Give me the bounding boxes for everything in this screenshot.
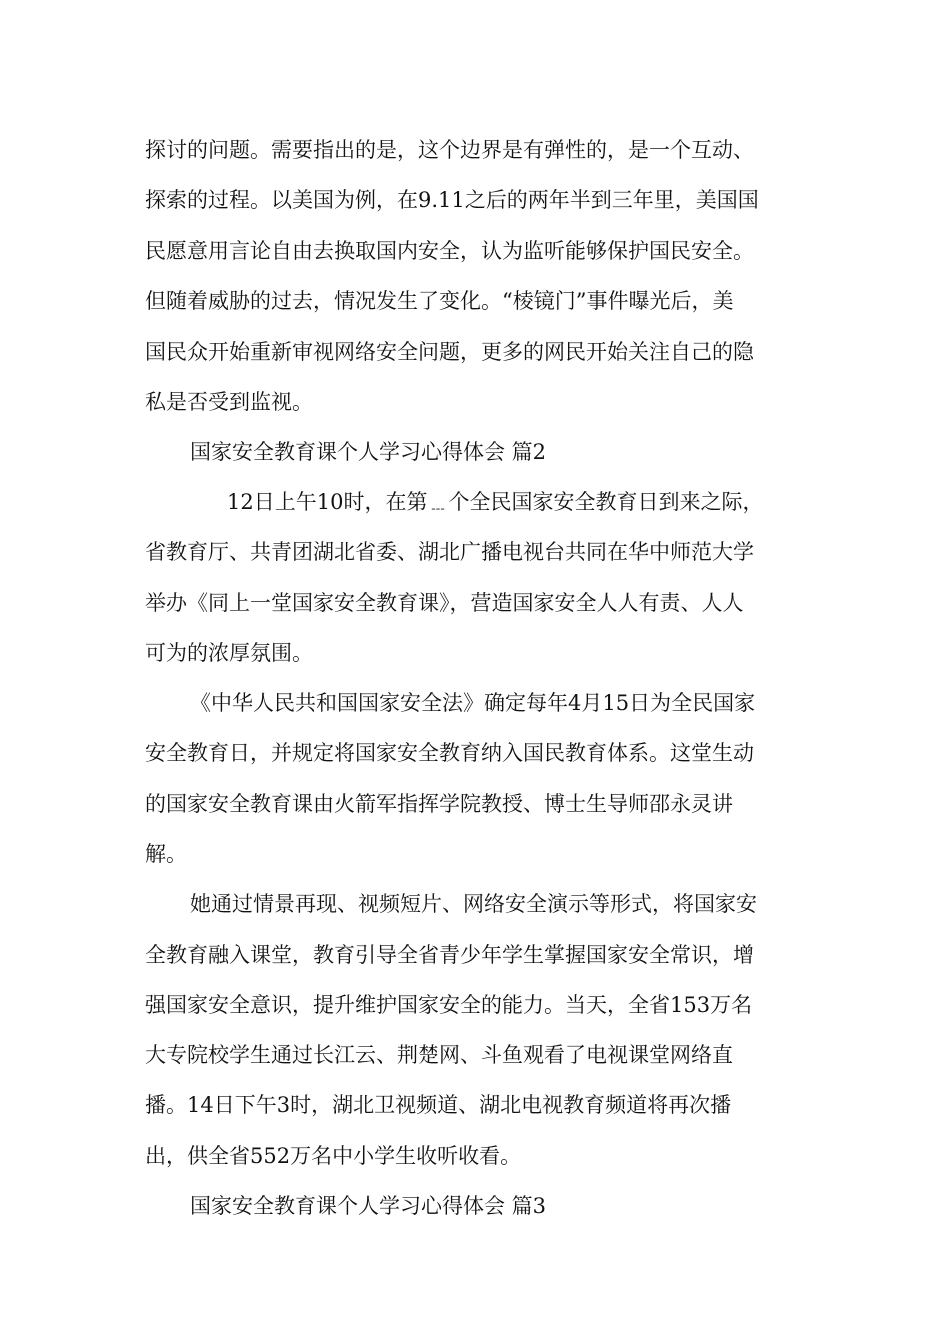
text-line: 她通过情景再现、视频短片、网络安全演示等形式，将国家安 (190, 892, 757, 916)
text-line: 但随着威胁的过去，情况发生了变化。“棱镜门”事件曝光后，美 (145, 289, 734, 313)
text-line: 解。 (145, 842, 187, 866)
section-heading: 国家安全教育课个人学习心得体会 篇3 (190, 1194, 547, 1218)
text-line: 《中华人民共和国国家安全法》确定每年4月15日为全民国家 (190, 691, 756, 715)
text-line: 播。14日下午3时，湖北卫视频道、湖北电视教育频道将再次播 (145, 1093, 732, 1117)
text-line: 大专院校学生通过长江云、荆楚网、斗鱼观看了电视课堂网络直 (145, 1043, 733, 1067)
text-line: 12日上午10时，在第﹍个全民国家安全教育日到来之际， (227, 490, 764, 514)
text-line: 国民众开始重新审视网络安全问题，更多的网民开始关注自己的隐 (145, 340, 754, 364)
section-heading: 国家安全教育课个人学习心得体会 篇2 (190, 440, 547, 464)
text-line: 私是否受到监视。 (145, 390, 313, 414)
text-line: 出，供全省552万名中小学生收听收看。 (145, 1144, 522, 1168)
text-line: 全教育融入课堂，教育引导全省青少年学生掌握国家安全常识，增 (145, 943, 754, 967)
text-line: 民愿意用言论自由去换取国内安全，认为监听能够保护国民安全。 (145, 239, 754, 263)
text-line: 探索的过程。以美国为例，在9.11之后的两年半到三年里，美国国 (145, 188, 759, 212)
text-line: 安全教育日，并规定将国家安全教育纳入国民教育体系。这堂生动 (145, 741, 754, 765)
text-line: 可为的浓厚氛围。 (145, 641, 313, 665)
text-line: 强国家安全意识，提升维护国家安全的能力。当天，全省153万名 (145, 993, 753, 1017)
text-line: 的国家安全教育课由火箭军指挥学院教授、博士生导师邵永灵讲 (145, 792, 733, 816)
text-line: 探讨的问题。需要指出的是，这个边界是有弹性的，是一个互动、 (145, 138, 754, 162)
text-line: 举办《同上一堂国家安全教育课》，营造国家安全人人有责、人人 (145, 591, 744, 615)
text-line: 省教育厅、共青团湖北省委、湖北广播电视台共同在华中师范大学 (145, 540, 754, 564)
